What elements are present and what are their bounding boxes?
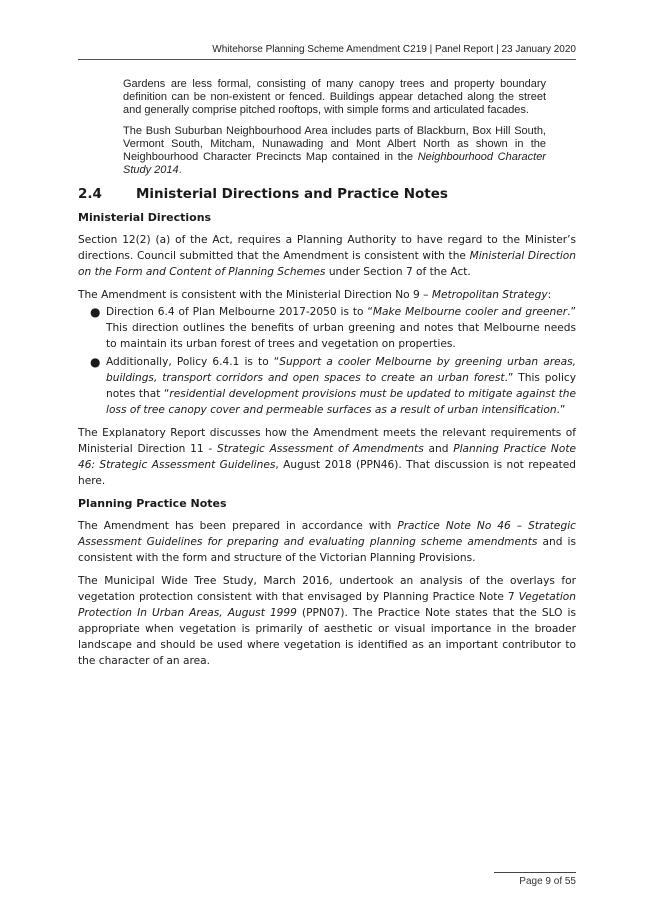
italic-text: Vegetation Protection In Urban Areas, August 1999 bbox=[78, 591, 576, 619]
text: : bbox=[547, 289, 552, 301]
italic-text: residential development provisions must be updated to mitigate against the loss of tree canopy cover and permeable surfaces as a result of urban intensification bbox=[106, 388, 576, 416]
text: .” This direction outlines the benefits of urban greening and notes that Melbourne needs to maintain its urban forest of trees and vegetation on properties. bbox=[106, 306, 576, 350]
text: The Amendment is consistent with the Ministerial Direction No 9 – bbox=[78, 289, 432, 301]
list-item bbox=[90, 304, 576, 352]
ministerial-paragraph-3 bbox=[78, 425, 576, 489]
practice-paragraph-1 bbox=[78, 518, 576, 566]
section-title: Ministerial Directions and Practice Notes bbox=[136, 186, 448, 202]
quote-paragraph-2-text: The Bush Suburban Neighbourhood Area includes parts of Blackburn, Box Hill South, Vermont South, Mitcham, Nunawading and Mont Albert North as shown in the Neighbourhood Character Precincts Map contained in the bbox=[123, 125, 546, 163]
italic-text: Support a cooler Melbourne by greening urban areas, buildings, transport corridors and open spaces to create an urban forest bbox=[106, 356, 576, 384]
quote-paragraph-2 bbox=[123, 125, 546, 177]
italic-text: Strategic Assessment of Amendments bbox=[216, 443, 424, 455]
section-number: 2.4 bbox=[78, 186, 102, 202]
section-heading bbox=[78, 186, 576, 202]
main-body bbox=[78, 186, 576, 676]
italic-text: Metropolitan Strategy bbox=[431, 289, 548, 301]
text: Additionally, Policy 6.4.1 is to “ bbox=[106, 356, 280, 368]
bullet-icon: ● bbox=[90, 355, 101, 369]
text: .” This policy notes that “ bbox=[106, 372, 576, 400]
list-item bbox=[90, 354, 576, 418]
bullet-icon: ● bbox=[90, 305, 101, 319]
quote-paragraph-1: Gardens are less formal, consisting of many canopy trees and property boundary definition can be non-existent or fenced. Buildings appear detached along the street and generally comprise pitched rooftops, with simple forms and articulated facades. bbox=[123, 78, 546, 116]
text: .” bbox=[556, 404, 566, 416]
text: (PPN07). The Practice Note states that the SLO is appropriate when vegetation is primarily of aesthetic or visual importance in the broader landscape and should be used where vegetation is identified as an important contributor to the character of an area. bbox=[78, 607, 576, 667]
ministerial-directions-heading: Ministerial Directions bbox=[78, 211, 212, 224]
text: The Amendment has been prepared in accordance with bbox=[78, 520, 398, 532]
practice-paragraph-2 bbox=[78, 573, 576, 669]
italic-text: Planning Practice Note 46: Strategic Assessment Guidelines bbox=[78, 443, 576, 471]
quote-paragraph-2-title: Neighbourhood Character Study 2014 bbox=[123, 151, 546, 176]
italic-text: Practice Note No 46 – Strategic Assessment Guidelines for preparing and evaluating planning scheme amendments bbox=[78, 520, 576, 548]
ministerial-paragraph-2 bbox=[78, 287, 576, 303]
text: The Municipal Wide Tree Study, March 2016, undertook an analysis of the overlays for vegetation protection consistent with that envisaged by Planning Practice Note 7 bbox=[78, 575, 576, 603]
text: under Section 7 of the Act. bbox=[325, 266, 471, 278]
text: Direction 6.4 of Plan Melbourne 2017-2050 is to “ bbox=[106, 306, 373, 318]
practice-notes-heading: Planning Practice Notes bbox=[78, 497, 227, 510]
text: Section 12(2) (a) of the Act, requires a Planning Authority to have regard to the Minister’s directions. Council submitted that the Amendment is consistent with the bbox=[78, 234, 576, 262]
quoted-extract bbox=[123, 78, 546, 185]
page-number: Page 9 of 55 bbox=[494, 872, 576, 887]
text: , August 2018 (PPN46). That discussion is not repeated here. bbox=[78, 459, 576, 487]
ministerial-paragraph-1 bbox=[78, 232, 576, 280]
italic-text: Ministerial Direction on the Form and Content of Planning Schemes bbox=[78, 250, 576, 278]
quote-paragraph-2-end: . bbox=[178, 164, 182, 176]
text: and is consistent with the form and structure of the Victorian Planning Provisions. bbox=[78, 536, 576, 564]
running-header: Whitehorse Planning Scheme Amendment C219 | Panel Report | 23 January 2020 bbox=[78, 44, 576, 60]
text: and bbox=[423, 443, 454, 455]
bullet-list bbox=[78, 304, 576, 418]
italic-text: Make Melbourne cooler and greener bbox=[372, 306, 568, 318]
text: The Explanatory Report discusses how the Amendment meets the relevant requirements of Ministerial Direction 11 - bbox=[78, 427, 576, 455]
